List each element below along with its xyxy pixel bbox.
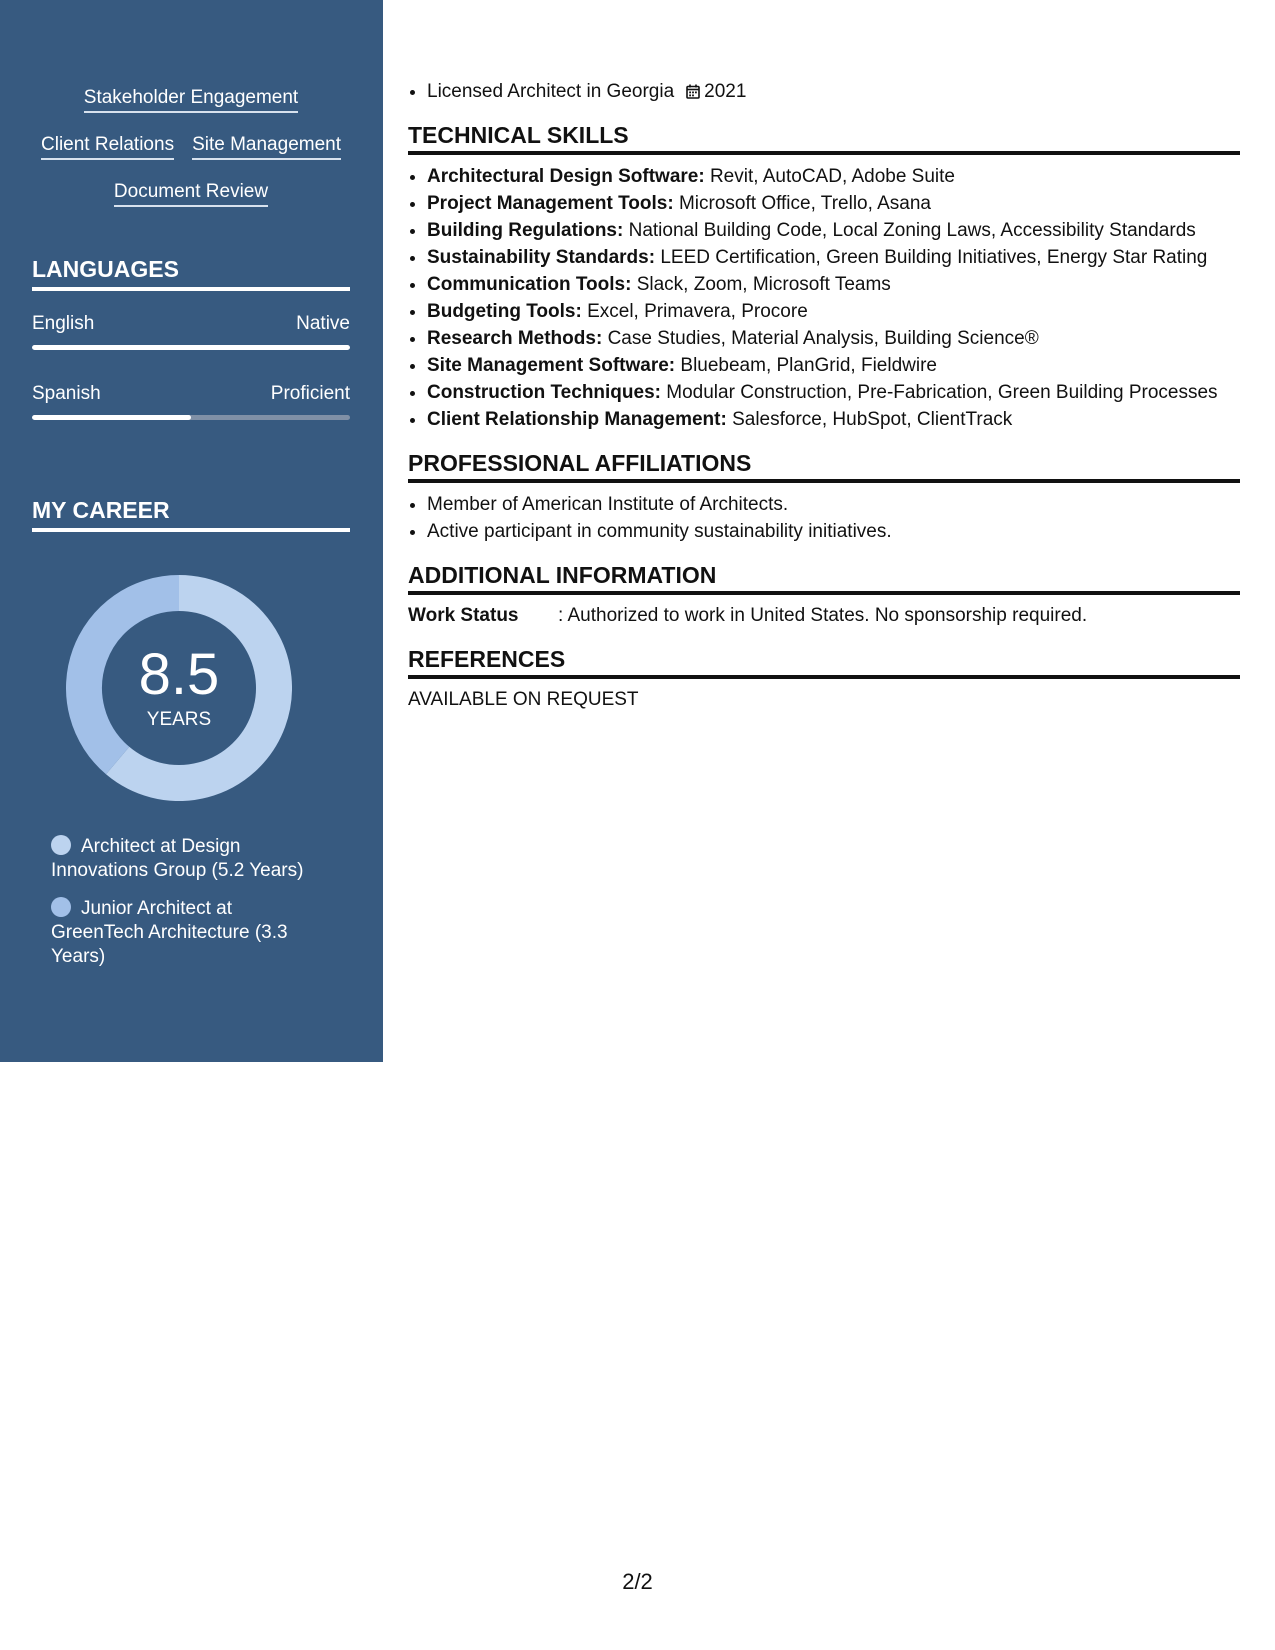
certification-year: 2021 xyxy=(704,81,747,102)
legend-dot xyxy=(51,835,71,855)
technical-skills-heading: TECHNICAL SKILLS xyxy=(408,121,1240,155)
skill-item xyxy=(427,271,1240,298)
language-level: Native xyxy=(296,313,350,334)
skill-item xyxy=(427,217,1240,244)
skill-label: Project Management Tools: xyxy=(427,193,674,214)
languages-heading: LANGUAGES xyxy=(32,256,350,291)
certification-item xyxy=(427,78,1240,105)
skill-label: Architectural Design Software: xyxy=(427,166,705,187)
affiliation-item: • Member of American Institute of Architects. xyxy=(427,491,1240,518)
main-content xyxy=(408,78,1240,713)
skill-label: Site Management Software: xyxy=(427,355,676,376)
career-total-unit: YEARS xyxy=(146,709,212,730)
skill-value: Case Studies, Material Analysis, Building Science® xyxy=(607,328,1039,349)
career-legend-item xyxy=(51,835,321,883)
skill-value: Slack, Zoom, Microsoft Teams xyxy=(636,274,891,295)
career-legend-label: Junior Architect at GreenTech Architecture (3.3 Years) xyxy=(51,898,288,967)
language-level: Proficient xyxy=(270,383,350,404)
skill-row xyxy=(32,86,350,113)
references-text: AVAILABLE ON REQUEST xyxy=(408,689,639,710)
career-total-years: 8.5 xyxy=(138,642,220,707)
skill-value: LEED Certification, Green Building Initiatives, Energy Star Rating xyxy=(660,247,1208,268)
career-legend-label: Architect at Design Innovations Group (5.2 Years) xyxy=(51,836,304,881)
skill-item xyxy=(427,325,1240,352)
sidebar xyxy=(0,0,383,1062)
skill-tag-stakeholder-engagement: Stakeholder Engagement xyxy=(84,86,298,113)
calendar-icon xyxy=(686,84,700,99)
skill-value: National Building Code, Local Zoning Laws, Accessibility Standards xyxy=(628,220,1196,241)
skill-label: Client Relationship Management: xyxy=(427,409,727,430)
skill-label: Communication Tools: xyxy=(427,274,632,295)
certification-list xyxy=(408,78,1240,105)
career-legend xyxy=(51,835,321,983)
career-donut-chart xyxy=(66,575,292,801)
skill-label: Building Regulations: xyxy=(427,220,624,241)
legend-dot xyxy=(51,897,71,917)
work-status-value: : Authorized to work in United States. No sponsorship required. xyxy=(558,605,1088,626)
references-heading: REFERENCES xyxy=(408,645,1240,679)
language-english xyxy=(32,313,350,350)
skill-item xyxy=(427,352,1240,379)
skill-item xyxy=(427,190,1240,217)
skill-label: Research Methods: xyxy=(427,328,603,349)
language-bar xyxy=(32,345,350,350)
skill-tag-client-relations: Client Relations xyxy=(41,133,174,160)
skill-label: Construction Techniques: xyxy=(427,382,661,403)
technical-skills-list xyxy=(408,163,1240,433)
career-legend-item xyxy=(51,897,321,969)
language-name: English xyxy=(32,313,95,334)
skill-tags xyxy=(32,86,350,227)
language-spanish xyxy=(32,383,350,420)
skill-row xyxy=(32,133,350,160)
language-bar-fill xyxy=(32,415,191,420)
affiliations-list xyxy=(408,491,1240,545)
skill-row xyxy=(32,180,350,207)
skill-tag-site-management: Site Management xyxy=(192,133,341,160)
career-heading: MY CAREER xyxy=(32,497,350,532)
skill-label: Sustainability Standards: xyxy=(427,247,656,268)
skill-item xyxy=(427,298,1240,325)
skill-item xyxy=(427,379,1240,406)
skill-item xyxy=(427,406,1240,433)
skill-value: Salesforce, HubSpot, ClientTrack xyxy=(732,409,1013,430)
affiliations-heading: PROFESSIONAL AFFILIATIONS xyxy=(408,449,1240,483)
language-bar xyxy=(32,415,350,420)
skill-value: Microsoft Office, Trello, Asana xyxy=(678,193,931,214)
certification-text: Licensed Architect in Georgia xyxy=(427,81,675,102)
additional-info-heading: ADDITIONAL INFORMATION xyxy=(408,561,1240,595)
skill-tag-document-review: Document Review xyxy=(114,180,268,207)
skill-item xyxy=(427,163,1240,190)
skill-value: Revit, AutoCAD, Adobe Suite xyxy=(709,166,955,187)
affiliation-item: • Active participant in community sustainability initiatives. xyxy=(427,518,1240,545)
skill-value: Modular Construction, Pre-Fabrication, Green Building Processes xyxy=(666,382,1218,403)
language-name: Spanish xyxy=(32,383,101,404)
skill-value: Excel, Primavera, Procore xyxy=(587,301,808,322)
work-status-row xyxy=(408,603,1240,629)
work-status-key: Work Status xyxy=(408,605,519,626)
skill-item xyxy=(427,244,1240,271)
skill-label: Budgeting Tools: xyxy=(427,301,582,322)
skill-value: Bluebeam, PlanGrid, Fieldwire xyxy=(680,355,938,376)
page-number: 2/2 xyxy=(622,1569,653,1594)
language-bar-fill xyxy=(32,345,350,350)
